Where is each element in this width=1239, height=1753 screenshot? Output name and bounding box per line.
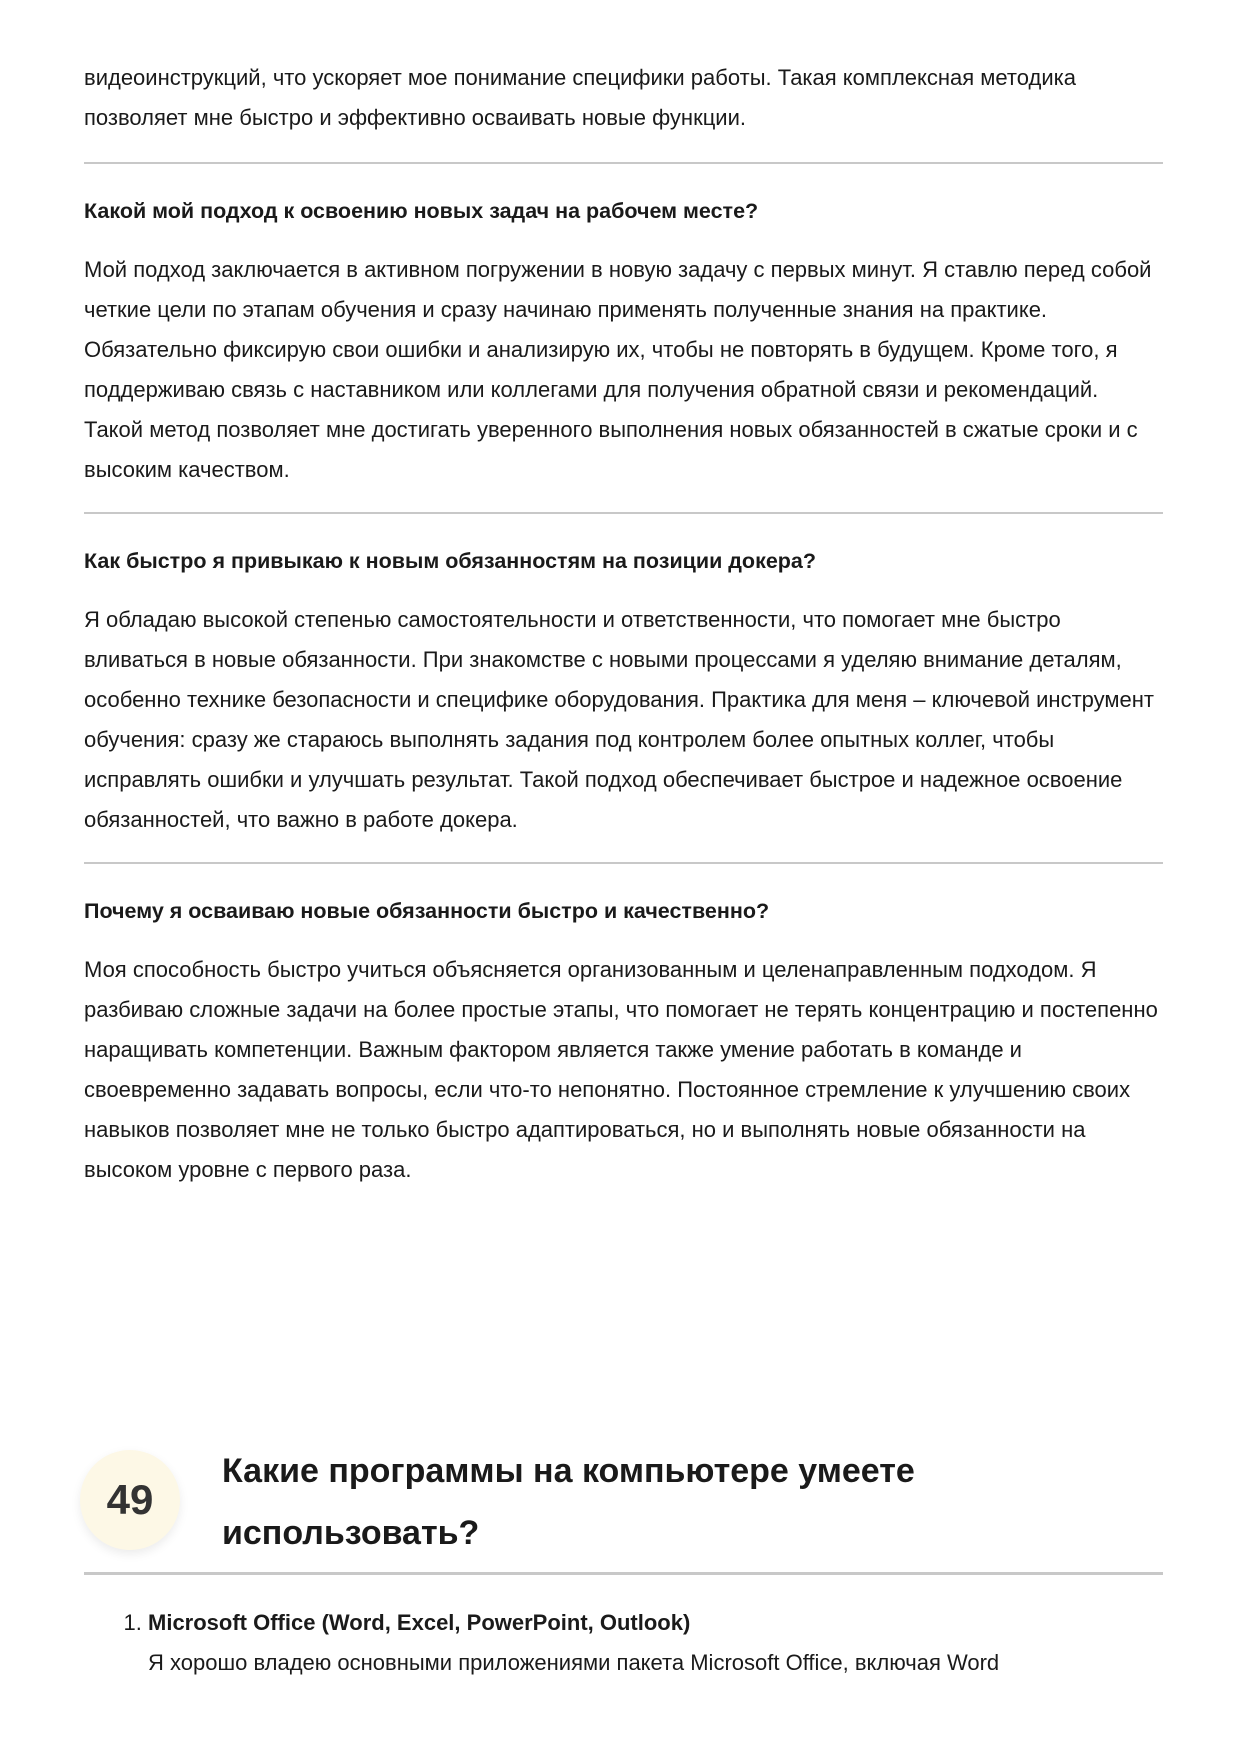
question-heading: Почему я осваиваю новые обязанности быстро и качественно? — [84, 899, 770, 923]
qa-content — [84, 58, 1163, 1190]
section-title: Какие программы на компьютере умеете использовать? — [222, 1452, 915, 1552]
list-item-title: Microsoft Office (Word, Excel, PowerPoint, Outlook) — [148, 1610, 691, 1635]
list-item-text: Я хорошо владею основными приложениями пакета Microsoft Office, включая Word — [148, 1650, 1000, 1675]
divider — [84, 862, 1163, 864]
answer-paragraph: Моя способность быстро учиться объясняется организованным и целенаправленным подходом. Я разбиваю сложные задачи на более простые этапы, что помогает не терять концентрацию и постепенно наращивать компетенции. Важным фактором является также умение работать в команде и своевременно задавать вопросы, если что-то непонятно. Постоянное стремление к улучшению своих навыков позволяет мне не только быстро адаптироваться, но и выполнять новые обязанности на высоком уровне с первого раза. — [84, 957, 1158, 1182]
programs-list — [84, 1603, 1163, 1683]
answer-paragraph: Мой подход заключается в активном погружении в новую задачу с первых минут. Я ставлю перед собой четкие цели по этапам обучения и сразу начинаю применять полученные знания на практике. Обязательно фиксирую свои ошибки и анализирую их, чтобы не повторять в будущем. Кроме того, я поддерживаю связь с наставником или коллегами для получения обратной связи и рекомендаций. Такой метод позволяет мне достигать уверенного выполнения новых обязанностей в сжатые сроки и с высоким качеством. — [84, 257, 1152, 482]
divider — [84, 512, 1163, 514]
question-section — [84, 1440, 1163, 1683]
answer-paragraph: Я обладаю высокой степенью самостоятельности и ответственности, что помогает мне быстро вливаться в новые обязанности. При знакомстве с новыми процессами я уделяю внимание деталям, особенно технике безопасности и специфике оборудования. Практика для меня – ключевой инструмент обучения: сразу же стараюсь выполнять задания под контролем более опытных коллег, чтобы исправлять ошибки и улучшать результат. Такой подход обеспечивает быстрое и надежное освоение обязанностей, что важно в работе докера. — [84, 607, 1154, 832]
divider — [84, 162, 1163, 164]
question-heading: Как быстро я привыкаю к новым обязанностям на позиции докера? — [84, 549, 817, 573]
intro-tail-paragraph: видеоинструкций, что ускоряет мое понимание специфики работы. Такая комплексная методика позволяет мне быстро и эффективно осваивать новые функции. — [84, 65, 1076, 130]
question-number-badge: 49 — [80, 1450, 180, 1550]
divider — [84, 1572, 1163, 1575]
list-item — [148, 1603, 1163, 1683]
question-heading: Какой мой подход к освоению новых задач на рабочем месте? — [84, 199, 759, 223]
